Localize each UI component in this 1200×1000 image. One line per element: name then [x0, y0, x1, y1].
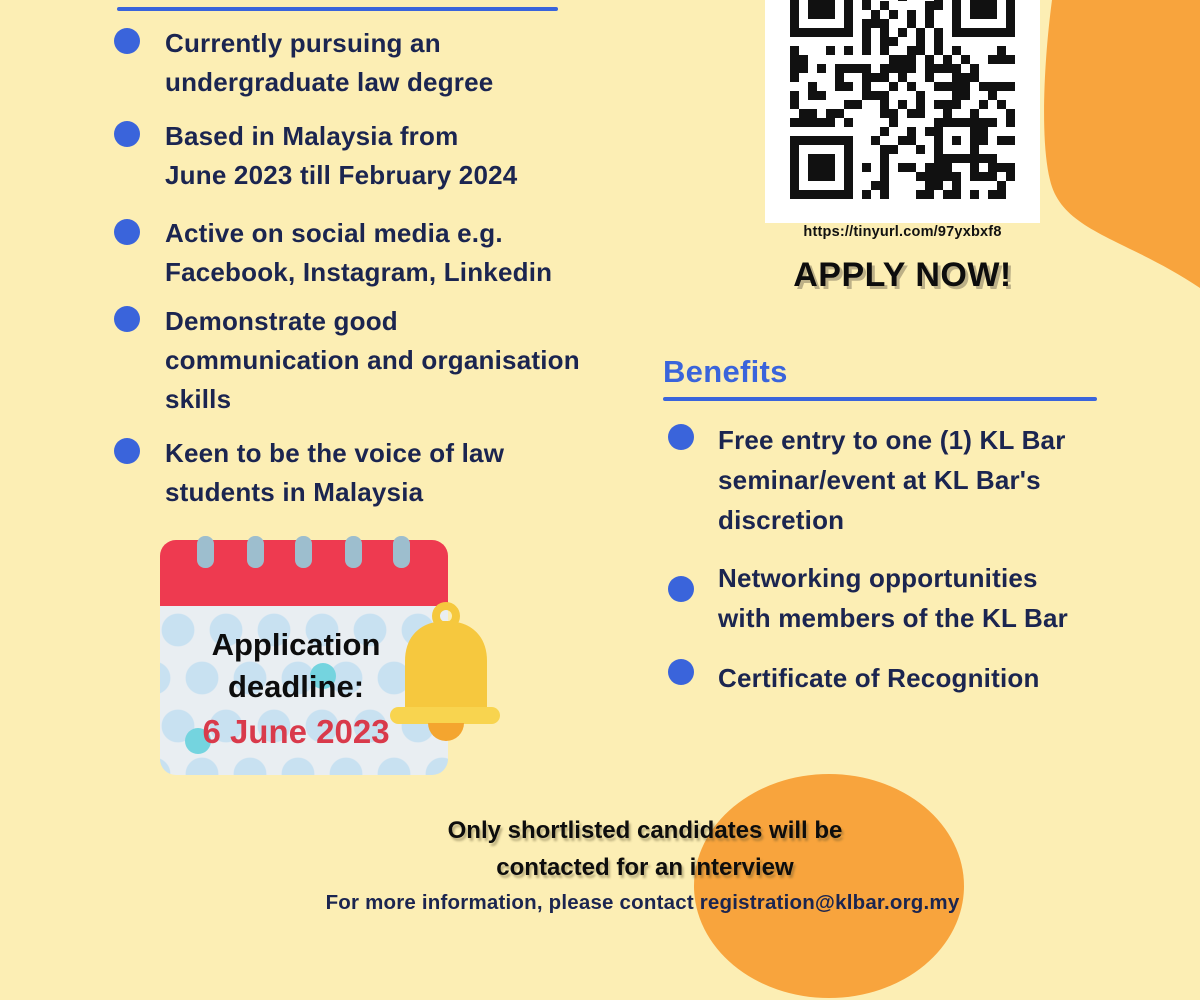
qr-panel — [765, 0, 1040, 223]
calendar-illustration — [160, 536, 448, 776]
shortlist-notice — [295, 812, 995, 886]
notice-line: contacted for an interview — [496, 854, 794, 881]
orange-circle-bottom-right — [694, 774, 964, 998]
benefit-line: Certificate of Recognition — [718, 663, 1040, 693]
requirement-line: Active on social media e.g. — [165, 218, 503, 248]
benefits-heading-underline — [663, 397, 1097, 401]
requirement-item — [165, 24, 493, 102]
calendar-ring — [345, 536, 362, 568]
requirement-line: Based in Malaysia from — [165, 121, 459, 151]
benefit-item — [718, 558, 1068, 638]
requirement-line: undergraduate law degree — [165, 67, 494, 97]
bullet-icon — [668, 424, 694, 450]
calendar-ring — [295, 536, 312, 568]
bullet-icon — [668, 576, 694, 602]
deadline-line: Application — [211, 627, 381, 662]
requirement-item — [165, 302, 580, 419]
calendar-ring — [247, 536, 264, 568]
requirements-heading-underline — [117, 7, 558, 11]
orange-blob-top-right — [1040, 0, 1200, 300]
bullet-icon — [114, 219, 140, 245]
deadline-line: deadline: — [227, 669, 365, 704]
requirement-item — [165, 434, 504, 512]
benefit-line: Free entry to one (1) KL Bar — [718, 425, 1066, 455]
benefit-line: discretion — [718, 505, 845, 535]
bullet-icon — [114, 438, 140, 464]
benefit-line: with members of the KL Bar — [718, 603, 1069, 633]
requirement-line: students in Malaysia — [165, 477, 424, 507]
contact-info: For more information, please contact registration@klbar.org.my — [325, 891, 960, 914]
notice-line: Only shortlisted candidates will be — [447, 817, 843, 844]
requirement-line: Keen to be the voice of law — [165, 438, 505, 468]
bullet-icon — [114, 306, 140, 332]
requirement-item — [165, 214, 552, 292]
apply-now-label: APPLY NOW! — [793, 256, 1012, 294]
requirement-line: Demonstrate good — [165, 306, 398, 336]
requirement-line: June 2023 till February 2024 — [165, 160, 518, 190]
deadline-date: 6 June 2023 — [202, 713, 390, 750]
requirement-line: Facebook, Instagram, Linkedin — [165, 257, 553, 287]
requirement-item — [165, 117, 517, 195]
calendar-ring — [197, 536, 214, 568]
bullet-icon — [114, 28, 140, 54]
benefit-item — [718, 658, 1040, 698]
qr-code — [790, 0, 1015, 199]
bullet-icon — [668, 659, 694, 685]
benefit-line: seminar/event at KL Bar's — [718, 465, 1041, 495]
requirement-line: communication and organisation — [165, 345, 580, 375]
benefit-item — [718, 420, 1066, 540]
requirement-line: skills — [165, 384, 232, 414]
benefit-line: Networking opportunities — [718, 563, 1038, 593]
calendar-ring — [393, 536, 410, 568]
qr-url-text: https://tinyurl.com/97yxbxf8 — [803, 224, 1002, 240]
bell-icon — [388, 599, 502, 741]
requirement-line: Currently pursuing an — [165, 28, 441, 58]
bullet-icon — [114, 121, 140, 147]
benefits-heading: Benefits — [663, 354, 788, 389]
